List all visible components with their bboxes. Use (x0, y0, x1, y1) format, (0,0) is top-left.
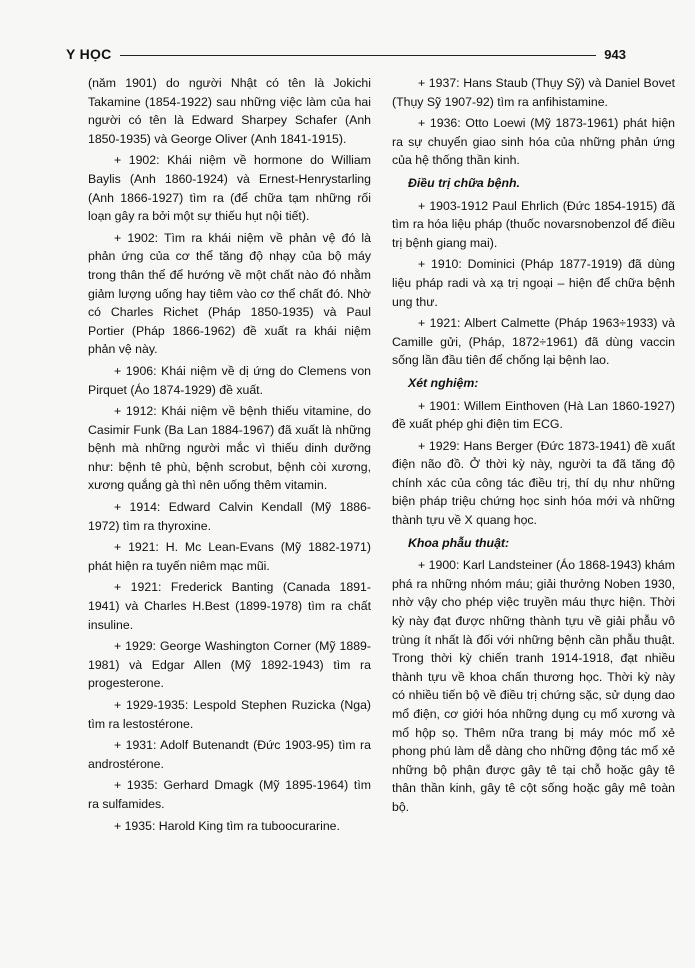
section-heading-tests: Xét nghiệm: (408, 375, 479, 390)
paragraph: + 1902: Tìm ra khái niệm về phản vệ đó là phản ứng của cơ thể tăng độ nhạy của bộ máy trong thân thể để hướng về một chất nào đó nhằm giảm lượng uống hay tiêm vào cơ thể chất đó. Nhờ có Charles Richet (Pháp 1850-1935) và Paul Portier (Pháp 1866-1962) đề xuất ra khái niệm phản vệ này. (88, 230, 371, 357)
paragraph: (năm 1901) do người Nhật có tên là Jokichi Takamine (1854-1922) sau những việc làm của hai người có tên là Edward Sharpey Schafer (Anh 1850-1935) và George Oliver (Anh 1841-1915). (88, 76, 371, 146)
paragraph: + 1936: Otto Loewi (Mỹ 1873-1961) phát hiện ra sự chuyển giao sinh hóa của những phản ứng của hệ thống thần kinh. (392, 116, 675, 168)
left-column (88, 74, 371, 838)
paragraph: + 1931: Adolf Butenandt (Đức 1903-95) tìm ra androstérone. (88, 738, 371, 771)
paragraph: + 1929-1935: Lespold Stephen Ruzicka (Nga) tìm ra lestostérone. (88, 698, 371, 731)
page-number: 943 (604, 46, 626, 62)
paragraph: + 1929: Hans Berger (Đức 1873-1941) đề xuất điện não đồ. Ở thời kỳ này, người ta đã tăng độ chính xác của công tác điều trị, thí dụ như những biện pháp triệu chứng học sinh hóa mới và những thành tựu về X quang học. (392, 438, 675, 528)
paragraph: + 1902: Khái niệm về hormone do William Baylis (Anh 1860-1924) và Ernest-Henrystarling (Anh 1866-1927) tìm ra (để chữa tạm những rối loạn gây ra bởi một sự thiếu hụt nội tiết). (88, 153, 371, 224)
paragraph: + 1903-1912 Paul Ehrlich (Đức 1854-1915) đã tìm ra hóa liệu pháp (thuốc novarsnobenzol để điều trị bệnh giang mai). (392, 198, 675, 250)
section-heading-treatment: Điều trị chữa bệnh. (408, 175, 520, 190)
paragraph: + 1914: Edward Calvin Kendall (Mỹ 1886-1972) tìm ra thyroxine. (88, 500, 371, 533)
section-heading-surgery: Khoa phẫu thuật: (408, 535, 510, 550)
paragraph: + 1910: Dominici (Pháp 1877-1919) đã dùng liệu pháp radi và xạ trị ngoại – hiện để chữa bệnh ung thư. (392, 257, 675, 309)
paragraph: + 1906: Khái niệm về dị ứng do Clemens von Pirquet (Áo 1874-1929) đề xuất. (88, 363, 371, 397)
paragraph: + 1921: H. Mc Lean-Evans (Mỹ 1882-1971) phát hiện ra tuyến niêm mạc mũi. (88, 540, 371, 573)
paragraph: + 1929: George Washington Corner (Mỹ 1889-1981) và Edgar Allen (Mỹ 1892-1943) tìm ra progesterone. (88, 639, 371, 691)
header-rule (120, 55, 597, 56)
right-column (392, 74, 675, 820)
page-header (66, 42, 626, 66)
paragraph: + 1912: Khái niệm về bệnh thiếu vitamine, do Casimir Funk (Ba Lan 1884-1967) đã xuất là những bệnh mà những người mắc vì thiếu dinh dưỡng như: bệnh tê phù, bệnh scrobut, bệnh còi xương, xương quắng gà thì nên uống thêm vitamin. (88, 404, 371, 493)
paragraph: + 1900: Karl Landsteiner (Áo 1868-1943) khám phá ra những nhóm máu; giải thưởng Noben 1930, nhờ vậy cho phép việc truyền máu thực hiện. Thời kỳ này đạt được những thành tựu về giải phẫu vô trùng ít nhất là đối với những bệnh cần phẫu thuật. Trong thời kỳ chiến tranh 1914-1918, đạt nhiều thành tựu về khoa chấn thương học. Thời kỳ này có nhiều tiến bộ về điều trị chứng sặc, sử dụng dao mổ điện, cơ giới hóa những dụng cụ mổ xương và mổ hộp sọ. Thêm nữa trang bị máy móc mổ xẻ phong phú làm dễ dàng cho những động tác mổ xẻ những bộ phận được gây tê tại chỗ hoặc gây tê thân thần kinh, gây tê cột sống hoặc gây mê toàn bộ. (392, 558, 675, 814)
paragraph: + 1901: Willem Einthoven (Hà Lan 1860-1927) đề xuất phép ghi điện tim ECG. (392, 398, 675, 432)
paragraph: + 1935: Gerhard Dmagk (Mỹ 1895-1964) tìm ra sulfamides. (88, 778, 371, 811)
paragraph: + 1921: Albert Calmette (Pháp 1963÷1933) và Camille gửi, (Pháp, 1872÷1961) đã dùng vaccin sống lần đầu tiên để chống lại bệnh lao. (392, 316, 675, 368)
running-title: Y HỌC (66, 46, 112, 62)
paragraph: + 1935: Harold King tìm ra tuboocurarine. (114, 818, 340, 833)
paragraph: + 1921: Frederick Banting (Canada 1891-1941) và Charles H.Best (1899-1978) tìm ra chất insuline. (88, 580, 371, 632)
paragraph: + 1937: Hans Staub (Thụy Sỹ) và Daniel Bovet (Thụy Sỹ 1907-92) tìm ra anfihistamine. (392, 76, 675, 109)
